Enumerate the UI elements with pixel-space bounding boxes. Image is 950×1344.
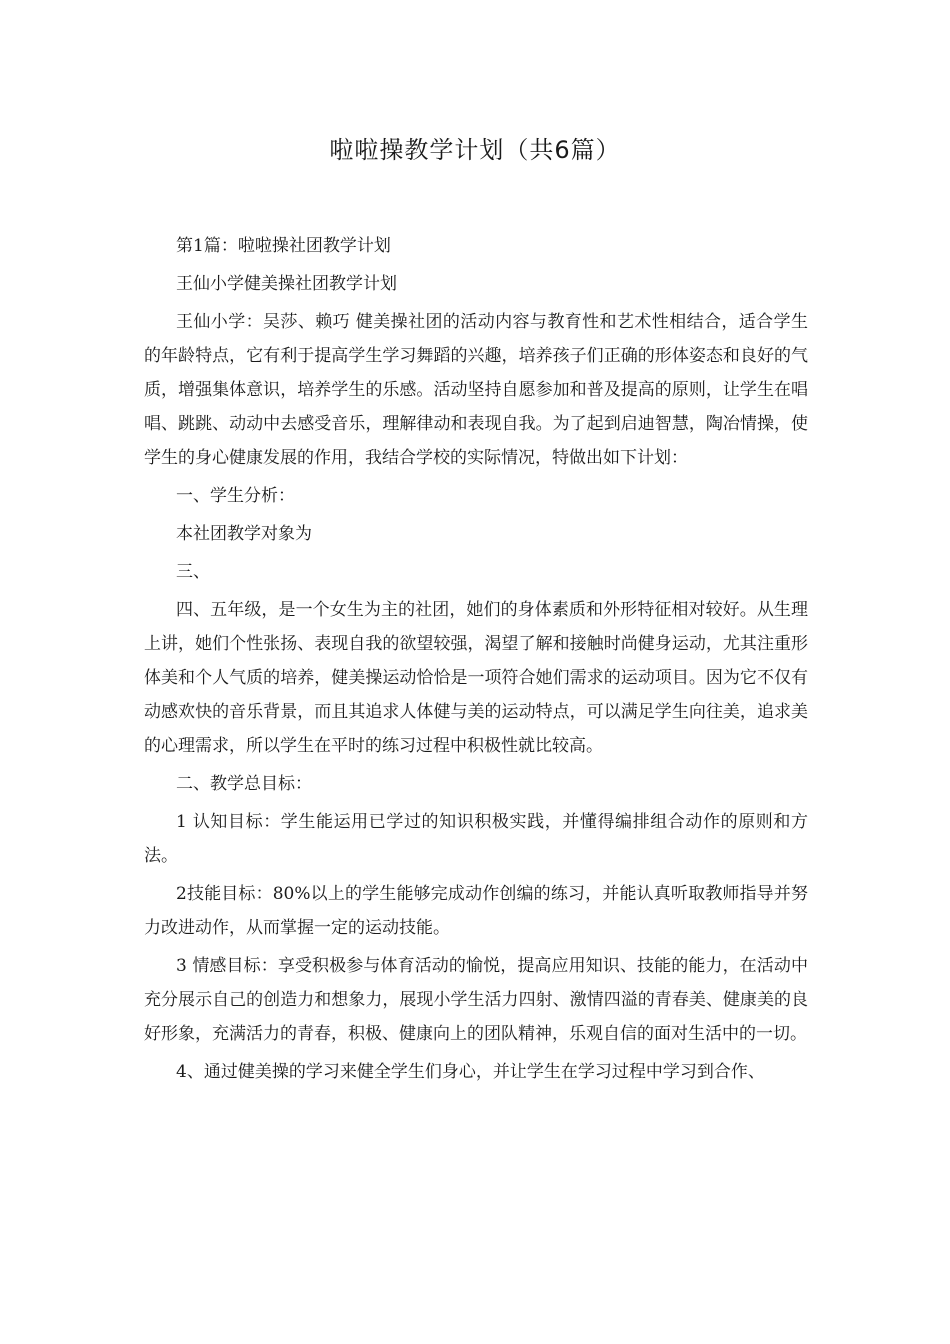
paragraph-section-student-analysis: 一、学生分析： — [176, 486, 295, 506]
paragraph-goal-skill: 2技能目标：80%以上的学生能够完成动作创编的练习，并能认真听取教师指导并努力改进动作，从而掌握一定的运动技能。 — [144, 884, 808, 938]
paragraph-goal-cognitive: 1 认知目标：学生能运用已学过的知识积极实践，并懂得编排组合动作的原则和方法。 — [144, 812, 808, 866]
document-title: 啦啦操教学计划（共6篇） — [329, 136, 621, 164]
paragraph-grade-three: 三、 — [176, 562, 210, 582]
paragraph-teaching-target: 本社团教学对象为 — [176, 524, 312, 544]
document-body — [144, 229, 808, 1093]
paragraph-intro: 王仙小学：吴莎、赖巧 健美操社团的活动内容与教育性和艺术性相结合，适合学生的年龄特点，它有利于提高学生学习舞蹈的兴趣，培养孩子们正确的形体姿态和良好的气质，增强集体意识，培养学生的乐感。活动坚持自愿参加和普及提高的原则，让学生在唱唱、跳跳、动动中去感受音乐，理解律动和表现自我。为了起到启迪智慧，陶冶情操，使学生的身心健康发展的作用，我结合学校的实际情况，特做出如下计划： — [144, 312, 808, 468]
paragraph-chapter-heading: 第1篇：啦啦操社团教学计划 — [176, 236, 391, 256]
paragraph-student-description: 四、五年级，是一个女生为主的社团，她们的身体素质和外形特征相对较好。从生理上讲，她们个性张扬、表现自我的欲望较强，渴望了解和接触时尚健身运动，尤其注重形体美和个人气质的培养，健美操运动恰恰是一项符合她们需求的运动项目。因为它不仅有动感欢快的音乐背景，而且其追求人体健与美的运动特点，可以满足学生向往美，追求美的心理需求，所以学生在平时的练习过程中积极性就比较高。 — [144, 600, 808, 756]
paragraph-plan-title: 王仙小学健美操社团教学计划 — [176, 274, 397, 294]
paragraph-goal-four: 4、通过健美操的学习来健全学生们身心，并让学生在学习过程中学习到合作、 — [176, 1062, 765, 1082]
paragraph-section-goals: 二、教学总目标： — [176, 774, 312, 794]
paragraph-goal-emotional: 3 情感目标：享受积极参与体育活动的愉悦，提高应用知识、技能的能力，在活动中充分展示自己的创造力和想象力，展现小学生活力四射、激情四溢的青春美、健康美的良好形象，充满活力的青春，积极、健康向上的团队精神，乐观自信的面对生活中的一切。 — [144, 956, 808, 1044]
